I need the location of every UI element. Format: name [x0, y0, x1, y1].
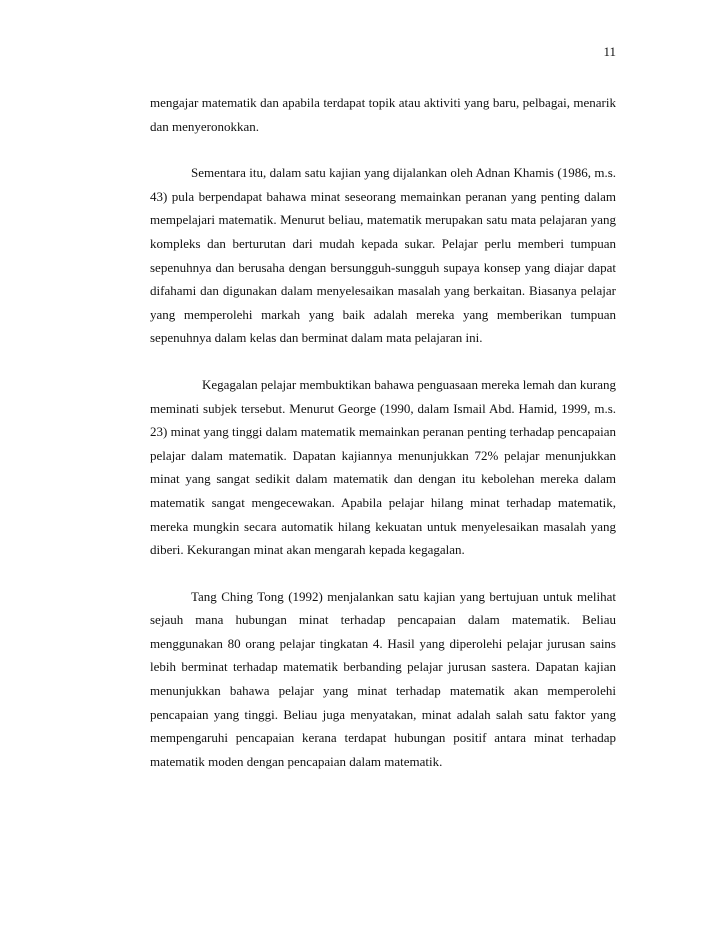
paragraph-tang-ching-tong: Tang Ching Tong (1992) menjalankan satu kajian yang bertujuan untuk melihat sejauh mana hubungan minat terhadap pencapaian dalam matematik. Beliau menggunakan 80 orang pelajar tingkatan 4. Hasil yang diperolehi pelajar jurusan sains lebih berminat terhadap matematik berbanding pelajar jurusan sastera. Dapatan kajian menunjukkan bahawa pelajar yang minat terhadap matematik akan memperolehi pencapaian yang tinggi. Beliau juga menyatakan, minat adalah salah satu faktor yang mempengaruhi pencapaian kerana terdapat hubungan positif antara minat terhadap matematik moden dengan pencapaian dalam matematik. [150, 588, 616, 769]
paragraph-continuation: mengajar matematik dan apabila terdapat topik atau aktiviti yang baru, pelbagai, menarik dan menyeronokkan. [150, 95, 616, 134]
paragraph-kegagalan-pelajar: Kegagalan pelajar membuktikan bahawa penguasaan mereka lemah dan kurang meminati subjek tersebut. Menurut George (1990, dalam Ismail Abd. Hamid, 1999, m.s. 23) minat yang tinggi dalam matematik memainkan peranan penting terhadap pencapaian pelajar dalam matematik. Dapatan kajiannya menunjukkan 72% pelajar menunjukkan minat yang sangat sedikit dalam matematik dan dengan itu kebolehan mereka dalam matematik sangat mengecewakan. Apabila pelajar hilang minat terhadap matematik, mereka mungkin secara automatik hilang kekuatan untuk menyelesaikan masalah yang diberi. Kekurangan minat akan mengarah kepada kegagalan. [150, 376, 616, 558]
body-text [150, 91, 616, 773]
paragraph-adnan-khamis: Sementara itu, dalam satu kajian yang dijalankan oleh Adnan Khamis (1986, m.s. 43) pula berpendapat bahawa minat seseorang memainkan peranan yang penting dalam mempelajari matematik. Menurut beliau, matematik merupakan satu mata pelajaran yang kompleks dan berturutan dari mudah kepada sukar. Pelajar perlu memberi tumpuan sepenuhnya dan berusaha dengan bersungguh-sungguh supaya konsep yang diajar dapat difahami dan digunakan dalam menyelesaikan masalah yang berkaitan. Biasanya pelajar yang memperolehi markah yang baik adalah mereka yang memberikan tumpuan sepenuhnya dalam kelas dan berminat dalam mata pelajaran ini. [150, 165, 616, 346]
page-number: 11 [603, 44, 616, 59]
